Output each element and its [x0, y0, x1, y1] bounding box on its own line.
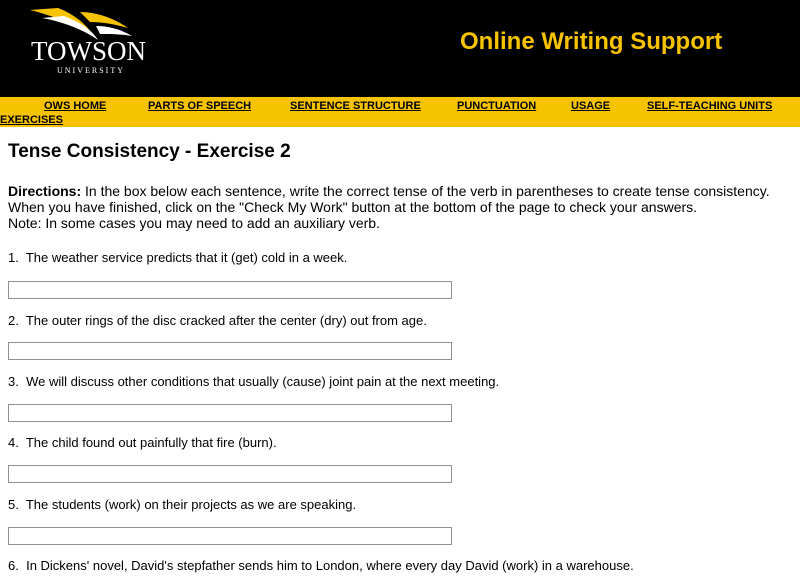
nav-self-teaching-units[interactable]: SELF-TEACHING UNITS: [647, 100, 773, 112]
question-4: [8, 436, 277, 449]
question-number: 6.: [8, 558, 19, 573]
nav-usage[interactable]: USAGE: [571, 100, 611, 112]
question-number: 5.: [8, 497, 19, 512]
question-text: The students (work) on their projects as we are speaking.: [25, 497, 357, 512]
question-3: [8, 375, 499, 388]
directions-note: Note: In some cases you may need to add an auxiliary verb.: [8, 215, 380, 231]
question-number: 4.: [8, 435, 19, 450]
question-text: The weather service predicts that it (get) cold in a week.: [25, 250, 348, 265]
site-title: Online Writing Support: [460, 28, 723, 55]
logo-subtitle: UNIVERSITY: [57, 66, 125, 75]
directions-block: [8, 183, 793, 231]
main-nav: [0, 97, 800, 127]
question-number: 3.: [8, 374, 19, 389]
question-1: [8, 251, 347, 264]
site-header: [0, 0, 800, 97]
question-6: [8, 559, 634, 572]
nav-exercises[interactable]: EXERCISES: [0, 114, 63, 126]
nav-parts-of-speech[interactable]: PARTS OF SPEECH: [148, 100, 252, 112]
logo-wordmark: TOWSON: [31, 36, 147, 66]
directions-label: Directions:: [8, 183, 82, 199]
nav-punctuation[interactable]: PUNCTUATION: [457, 100, 537, 112]
question-2: [8, 314, 427, 327]
nav-ows-home[interactable]: OWS HOME: [44, 100, 107, 112]
question-number: 2.: [8, 313, 19, 328]
question-text: In Dickens' novel, David's stepfather sends him to London, where every day David (work) in a warehouse.: [26, 558, 634, 573]
question-text: The outer rings of the disc cracked after the center (dry) out from age.: [25, 313, 427, 328]
question-5: [8, 498, 356, 511]
answer-input-4[interactable]: [8, 465, 452, 483]
answer-input-5[interactable]: [8, 527, 452, 545]
question-number: 1.: [8, 250, 19, 265]
answer-input-3[interactable]: [8, 404, 452, 422]
nav-sentence-structure[interactable]: SENTENCE STRUCTURE: [290, 100, 421, 112]
directions-text: In the box below each sentence, write the correct tense of the verb in parentheses to create tense consistency. When you have finished, click on the "Check My Work" button at the bottom of the page to check your answers.: [8, 183, 770, 215]
question-text: The child found out painfully that fire (burn).: [25, 435, 277, 450]
answer-input-1[interactable]: [8, 281, 452, 299]
question-text: We will discuss other conditions that usually (cause) joint pain at the next meeting.: [26, 374, 500, 389]
page-title: Tense Consistency - Exercise 2: [8, 141, 291, 162]
answer-input-2[interactable]: [8, 342, 452, 360]
